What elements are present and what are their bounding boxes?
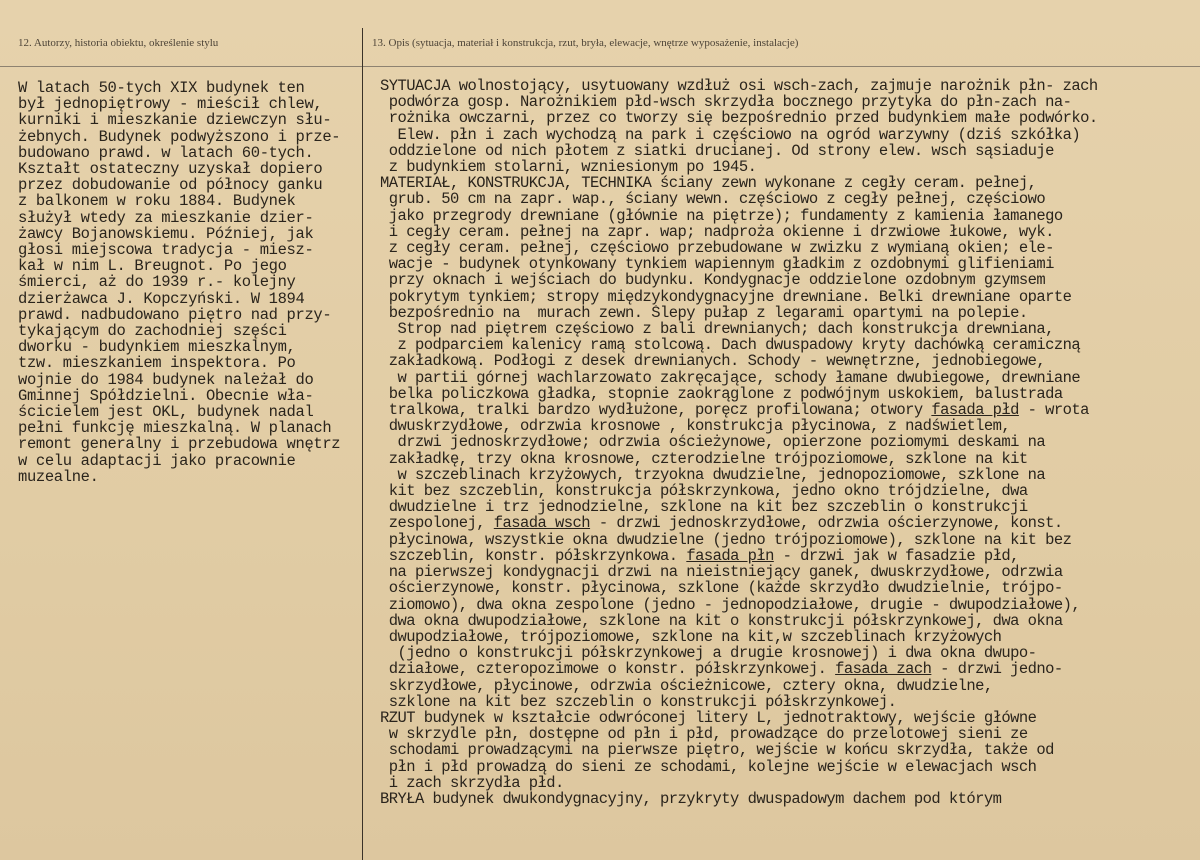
description-line: ziomowo), dwa okna zespolone (jedno - jednopodziałowe, drugie - dwupodziałowe), bbox=[380, 596, 1081, 613]
history-line: wojnie do 1984 budynek należał do bbox=[18, 371, 314, 388]
description-line: w szczeblinach krzyżowych, trzyokna dwudzielne, jednopoziomowe, szklone na bbox=[380, 466, 1046, 484]
description-line: i zach skrzydła płd. bbox=[380, 774, 564, 791]
description-line: oddzielone od nich płotem z siatki drucianej. Od strony elew. wsch sąsiaduje bbox=[380, 142, 1054, 160]
description-line: kit bez szczeblin, konstrukcja półskrzynkowa, jedno okno trójdzielne, dwa bbox=[380, 483, 1028, 500]
description-line: (jedno o konstrukcji półskrzynkowej a drugie krosnowej) i dwa okna dwupo- bbox=[380, 645, 1037, 662]
history-line: w celu adaptacji jako pracownie bbox=[18, 452, 296, 469]
description-line: tralkowa, tralki bardzo wydłużone, poręcz profilowana; otwory fasada płd - wrota bbox=[380, 402, 1089, 419]
description-line: schodami prowadzącymi na pierwsze piętro, wejście w końcu skrzydła, także od bbox=[380, 742, 1054, 759]
description-line: zespolonej, fasada wsch - drzwi jednoskrzydłowe, odrzwia ościerzynowe, konst. bbox=[380, 515, 1063, 532]
description-line: szklone na kit bez szczeblin o konstrukcji półskrzynkowej. bbox=[380, 693, 897, 710]
history-line: służył wtedy za mieszkanie dzier- bbox=[18, 209, 314, 226]
description-line: drzwi jednoskrzydłowe; odrzwia ościeżynowe, opierzone poziomymi deskami na bbox=[380, 434, 1046, 451]
description-line: BRYŁA budynek dwukondygnacyjny, przykryty dwuspadowym dachem pod którym bbox=[380, 790, 1002, 808]
description-line: pokrytym tynkiem; stropy międzykondygnacyjne drewniane. Belki drewniane oparte bbox=[380, 288, 1072, 305]
description-line: grub. 50 cm na zapr. wap., ściany wewn. częściowo z cegły pełnej, częściowo bbox=[380, 191, 1046, 208]
description-line: skrzydłowe, płycinowe, odrzwia ościeżnicowe, cztery okna, dwudzielne, bbox=[380, 677, 993, 694]
history-line: dzierżawca J. Kopczyński. W 1894 bbox=[18, 290, 305, 307]
header-divider bbox=[0, 66, 1200, 67]
description-line: podwórza gosp. Narożnikiem płd-wsch skrzydła bocznego przytyka do płn-zach na- bbox=[380, 94, 1072, 111]
description-line: Strop nad piętrem częściowo z bali drewnianych; dach konstrukcja drewniana, bbox=[380, 321, 1054, 338]
description-line: SYTUACJA wolnostojący, usytuowany wzdłuż osi wsch-zach, zajmuje narożnik płn- zach bbox=[380, 78, 1098, 95]
description-line: wacje - budynek otynkowany tynkiem wapiennym gładkim z ozdobnymi glifieniami bbox=[380, 256, 1054, 273]
history-line: ścicielem jest OKL, budynek nadal bbox=[18, 404, 314, 421]
history-line: W latach 50-tych XIX budynek ten bbox=[18, 80, 305, 97]
description-line: działowe, czteropozimowe o konstr. półskrzynkowej. fasada zach - drzwi jedno- bbox=[380, 661, 1063, 678]
description-line: RZUT budynek w kształcie odwróconej litery L, jednotraktowy, wejście główne bbox=[380, 709, 1037, 727]
description-line: bezpośrednio na murach zewn. Ślepy pułap z legarami opartymi na polepie. bbox=[380, 304, 1028, 322]
history-line: kał w nim L. Breugnot. Po jego bbox=[18, 258, 287, 275]
history-text bbox=[18, 80, 364, 485]
history-line: był jednopiętrowy - mieścił chlew, bbox=[18, 96, 323, 113]
description-line: dwuskrzydłowe, odrzwia krosnowe , konstrukcja płycinowa, z nadświetlem, bbox=[380, 418, 1011, 435]
description-line: i cegły ceram. pełnej na zapr. wap; nadproża okienne i drzwiowe łukowe, wyk. bbox=[380, 223, 1054, 241]
description-line: z podparciem kalenicy ramą stolcową. Dach dwuspadowy kryty dachówką ceramiczną bbox=[380, 337, 1081, 354]
description-line: ościerzynowe, konstr. płycinowa, szklone (każde skrzydło dwudzielnie, trójpo- bbox=[380, 580, 1063, 597]
history-line: żawcy Bojanowskiemu. Później, jak bbox=[18, 225, 314, 243]
history-line: głosi miejscowa tradycja - miesz- bbox=[18, 242, 314, 259]
history-line: tykającym do zachodniej szęści bbox=[18, 323, 287, 340]
right-column-header: 13. Opis (sytuacja, materiał i konstrukcja, rzut, bryła, elewacje, wnętrze wyposażenie, instalacje) bbox=[372, 37, 799, 49]
description-line: płycinowa, wszystkie okna dwudzielne (jedno trójpoziomowe), szklone na kit bez bbox=[380, 531, 1072, 548]
history-line: remont generalny i przebudowa wnętrz bbox=[18, 436, 341, 453]
description-line: z budynkiem stolarni, wzniesionym po 1945. bbox=[380, 159, 757, 176]
description-line: zakładkową. Podłogi z desek drewnianych. Schody - wewnętrzne, jednobiegowe, bbox=[380, 353, 1046, 370]
description-line: jako przegrody drewniane (głównie na piętrze); fundamenty z kamienia łamanego bbox=[380, 207, 1063, 224]
history-line: Gminnej Spółdzielni. Obecnie wła- bbox=[18, 387, 314, 405]
history-line: żebnych. Budynek podwyższono i prze- bbox=[18, 128, 341, 145]
description-line: w partii górnej wachlarzowato zakręcające, schody łamane dwubiegowe, drewniane bbox=[380, 369, 1081, 386]
history-line: tzw. mieszkaniem inspektora. Po bbox=[18, 355, 296, 372]
history-line: pełni funkcję mieszkalną. W planach bbox=[18, 420, 332, 437]
history-line: budowano prawd. w latach 60-tych. bbox=[18, 144, 314, 162]
facade-heading: fasada wsch bbox=[493, 515, 591, 532]
description-line: na pierwszej kondygnacji drzwi na nieistniejący ganek, dwuskrzydłowe, odrzwia bbox=[380, 564, 1063, 581]
description-line: dwa okna dwupodziałowe, szklone na kit o konstrukcji półskrzynkowej, dwa okna bbox=[380, 612, 1063, 629]
description-line: w skrzydle płn, dostępne od płn i płd, prowadzące do przelotowej sieni ze bbox=[380, 726, 1028, 743]
description-line: przy oknach i wejściach do budynku. Kondygnacje oddzielone ozdobnym gzymsem bbox=[380, 272, 1046, 289]
history-line: przez dobudowanie od północy ganku bbox=[18, 177, 323, 194]
description-line: płn i płd prowadzą do sieni ze schodami, kolejne wejście w elewacjach wsch bbox=[380, 758, 1037, 775]
left-column-header: 12. Autorzy, historia obiektu, określenie stylu bbox=[18, 37, 219, 49]
history-line: z balkonem w roku 1884. Budynek bbox=[18, 193, 296, 210]
description-line: z cegły ceram. pełnej, częściowo przebudowane w zwizku z wymianą okien; ele- bbox=[380, 240, 1054, 257]
history-line: dworku - budynkiem mieszkalnym, bbox=[18, 339, 296, 356]
history-line: prawd. nadbudowano piętro nad przy- bbox=[18, 306, 332, 324]
history-line: śmierci, aż do 1939 r.- kolejny bbox=[18, 274, 296, 291]
description-line: rożnika owczarni, przez co tworzy się bezpośrednio przed budynkiem małe podwórko. bbox=[380, 110, 1098, 127]
description-text bbox=[380, 78, 1198, 807]
history-line: kurniki i mieszkanie dziewczyn słu- bbox=[18, 112, 332, 129]
facade-heading: fasada płn bbox=[686, 547, 774, 565]
description-line: szczeblin, konstr. półskrzynkowa. fasada płn - drzwi jak w fasadzie płd, bbox=[380, 547, 1019, 565]
facade-heading: fasada zach bbox=[835, 661, 932, 678]
description-line: dwudzielne i trz jednodzielne, szklone na kit bez szczeblin o konstrukcji bbox=[380, 499, 1028, 516]
description-line: dwupodziałowe, trójpoziomowe, szklone na kit,w szczeblinach krzyżowych bbox=[380, 628, 1002, 646]
facade-heading: fasada płd bbox=[931, 402, 1019, 419]
description-line: belka policzkowa gładka, stopnie zaokrąglone z podwójnym uskokiem, balustrada bbox=[380, 385, 1063, 403]
description-line: Elew. płn i zach wychodzą na park i częściowo na ogród warzywny (dziś szkółka) bbox=[380, 126, 1081, 143]
description-line: zakładkę, trzy okna krosnowe, czterodzielne trójpoziomowe, szklone na kit bbox=[380, 450, 1028, 467]
history-line: Kształt ostateczny uzyskał dopiero bbox=[18, 161, 323, 178]
description-line: MATERIAŁ, KONSTRUKCJA, TECHNIKA ściany zewn wykonane z cegły ceram. pełnej, bbox=[380, 175, 1037, 192]
history-line: muzealne. bbox=[18, 468, 99, 486]
